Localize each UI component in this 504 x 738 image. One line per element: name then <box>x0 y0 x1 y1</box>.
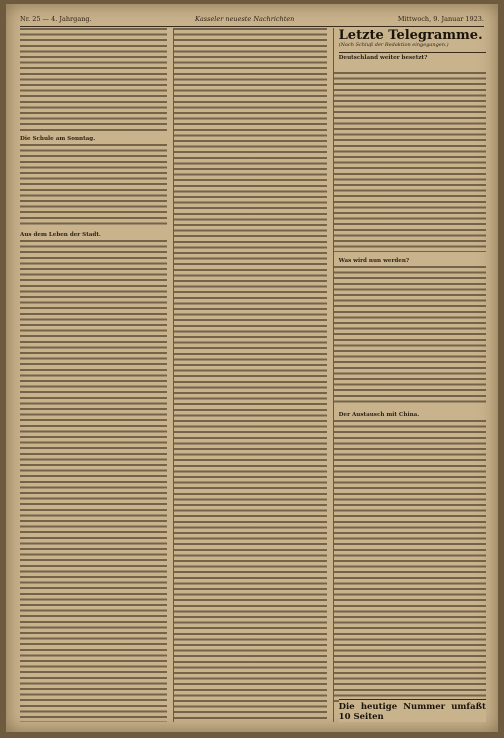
column-3 <box>333 28 486 722</box>
text-block <box>20 28 167 132</box>
columns <box>20 28 486 722</box>
section-heading: Aus dem Leben der Stadt. <box>20 232 101 238</box>
section-heading: Der Austausch mit China. <box>338 412 420 418</box>
text-block <box>20 240 167 722</box>
divider <box>339 52 486 53</box>
column-1 <box>20 28 167 722</box>
header-masthead: Kasseler neueste Nachrichten <box>195 15 295 23</box>
section-heading: Deutschland weiter besetzt? <box>338 54 428 61</box>
telegram-subtitle: (Nach Schluß der Redaktion eingegangen.) <box>338 42 449 48</box>
text-block <box>334 266 486 406</box>
column-2 <box>173 28 326 722</box>
header-date: Mittwoch, 9. Januar 1923. <box>397 15 484 23</box>
telegram-title: Letzte Telegramme. <box>338 28 483 43</box>
text-block <box>20 144 167 228</box>
text-block <box>334 72 486 252</box>
newspaper-page <box>6 4 498 732</box>
section-heading: Die Schule am Sonntag. <box>20 136 96 142</box>
header-issue: Nr. 25 — 4. Jahrgang. <box>20 15 92 23</box>
text-block <box>334 420 486 702</box>
text-block <box>174 28 326 722</box>
section-heading: Was wird nun werden? <box>338 258 410 264</box>
page-count-note: Die heutige Nummer umfaßt 10 Seiten <box>339 699 486 722</box>
page-header <box>20 12 484 27</box>
